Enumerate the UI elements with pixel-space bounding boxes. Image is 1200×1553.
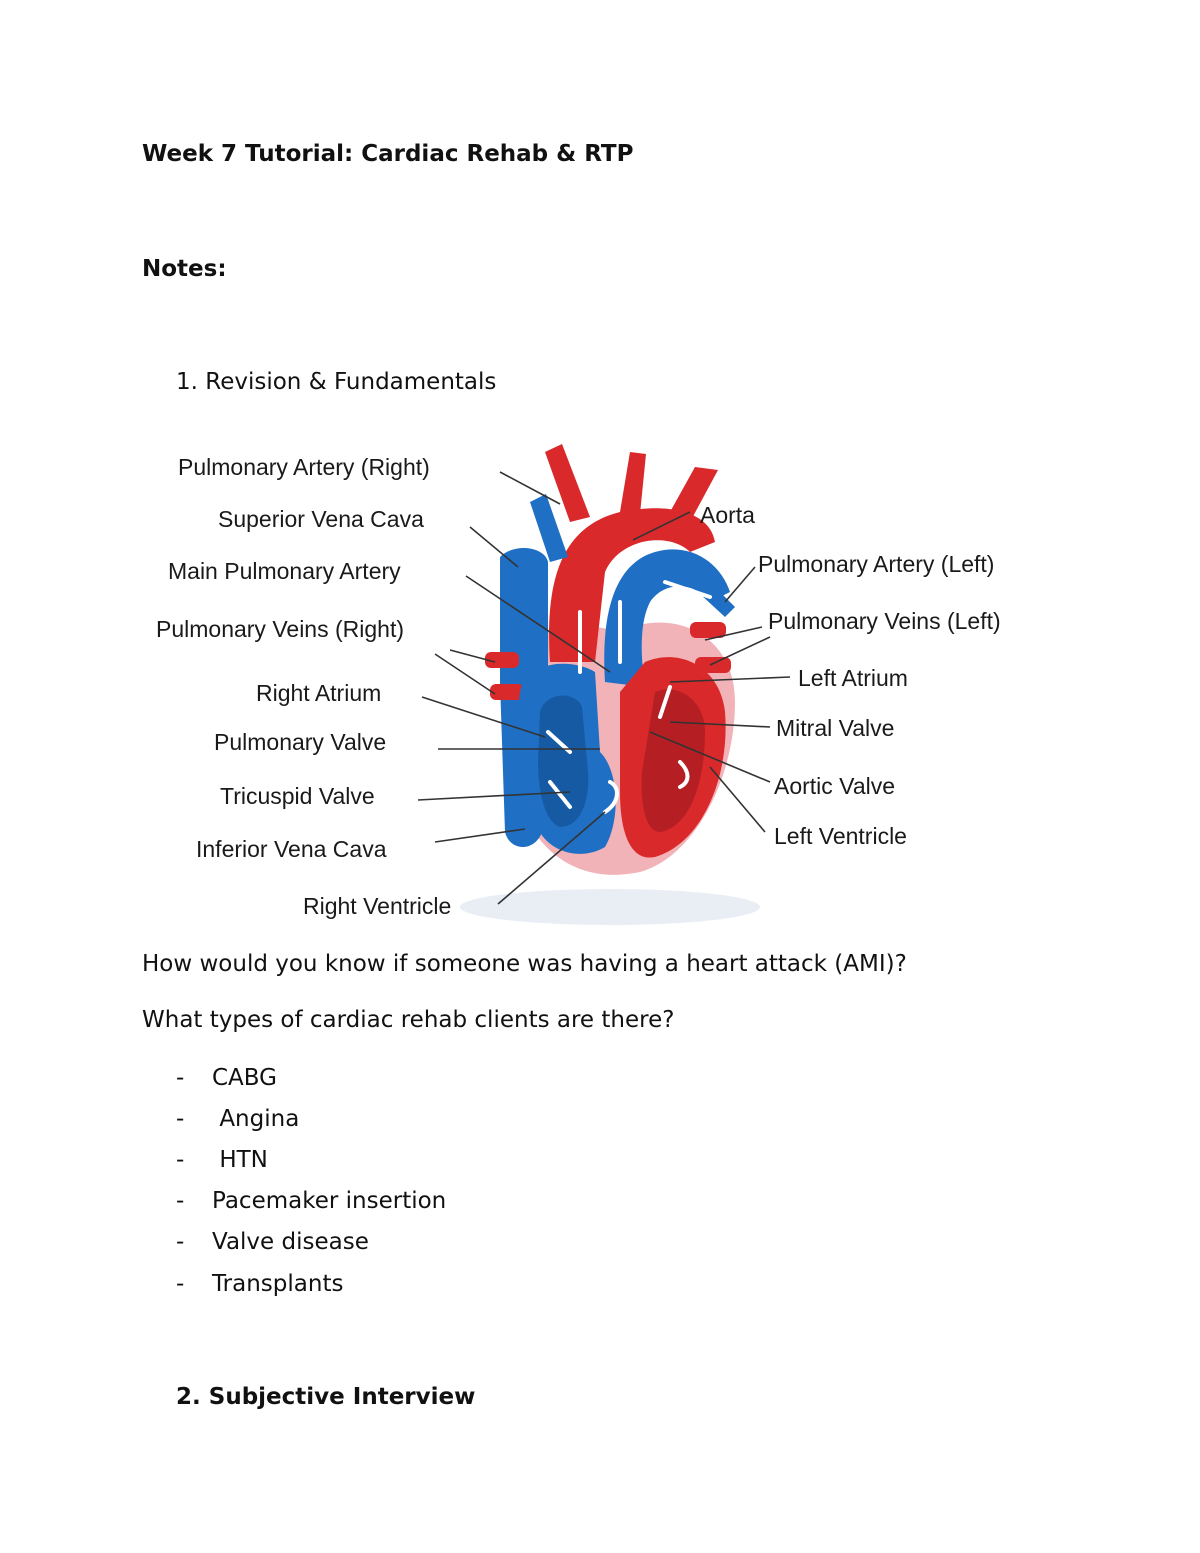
list-item	[176, 1229, 369, 1255]
label-right-ventricle: Right Ventricle	[303, 893, 452, 919]
list-item-text: Pacemaker insertion	[212, 1188, 447, 1214]
section-number: 1.	[176, 369, 198, 395]
list-item-text: Valve disease	[212, 1229, 369, 1255]
notes-heading: Notes:	[142, 256, 227, 282]
section-label: Subjective Interview	[208, 1384, 476, 1410]
list-item-text: Transplants	[212, 1271, 344, 1297]
section-number: 2.	[176, 1384, 201, 1410]
heart-diagram	[150, 432, 1060, 932]
label-pulmonary-artery-right: Pulmonary Artery (Right)	[178, 454, 430, 480]
bullet-marker: -	[176, 1188, 185, 1214]
bullet-marker: -	[176, 1106, 185, 1132]
list-item	[176, 1106, 299, 1132]
label-pulmonary-veins-right: Pulmonary Veins (Right)	[156, 616, 404, 642]
label-left-ventricle: Left Ventricle	[774, 823, 907, 849]
label-pulmonary-artery-left: Pulmonary Artery (Left)	[758, 551, 995, 577]
label-main-pulmonary-artery: Main Pulmonary Artery	[168, 558, 401, 584]
section-heading-subjective-interview	[176, 1384, 475, 1410]
label-mitral-valve: Mitral Valve	[776, 715, 895, 741]
label-right-atrium: Right Atrium	[256, 680, 382, 706]
label-inferior-vena-cava: Inferior Vena Cava	[196, 836, 387, 862]
label-aorta: Aorta	[700, 502, 755, 528]
label-pulmonary-veins-left: Pulmonary Veins (Left)	[768, 608, 1001, 634]
list-item-text: HTN	[219, 1147, 268, 1173]
list-item-text: CABG	[212, 1065, 277, 1091]
section-label: Revision & Fundamentals	[205, 369, 497, 395]
label-pulmonary-valve: Pulmonary Valve	[214, 729, 387, 755]
document-title: Week 7 Tutorial: Cardiac Rehab & RTP	[142, 141, 634, 167]
section-heading-revision	[176, 369, 496, 395]
question-client-types: What types of cardiac rehab clients are there?	[142, 1007, 675, 1033]
label-superior-vena-cava: Superior Vena Cava	[218, 506, 424, 532]
list-item	[176, 1065, 277, 1091]
label-left-atrium: Left Atrium	[798, 665, 908, 691]
bullet-marker: -	[176, 1147, 185, 1173]
bullet-marker: -	[176, 1065, 185, 1091]
list-item	[176, 1188, 446, 1214]
question-heart-attack: How would you know if someone was having a heart attack (AMI)?	[142, 951, 907, 977]
label-aortic-valve: Aortic Valve	[774, 773, 896, 799]
list-item-text: Angina	[219, 1106, 300, 1132]
bullet-marker: -	[176, 1271, 185, 1297]
label-tricuspid-valve: Tricuspid Valve	[220, 783, 375, 809]
list-item	[176, 1147, 268, 1173]
bullet-marker: -	[176, 1229, 185, 1255]
list-item	[176, 1271, 343, 1297]
